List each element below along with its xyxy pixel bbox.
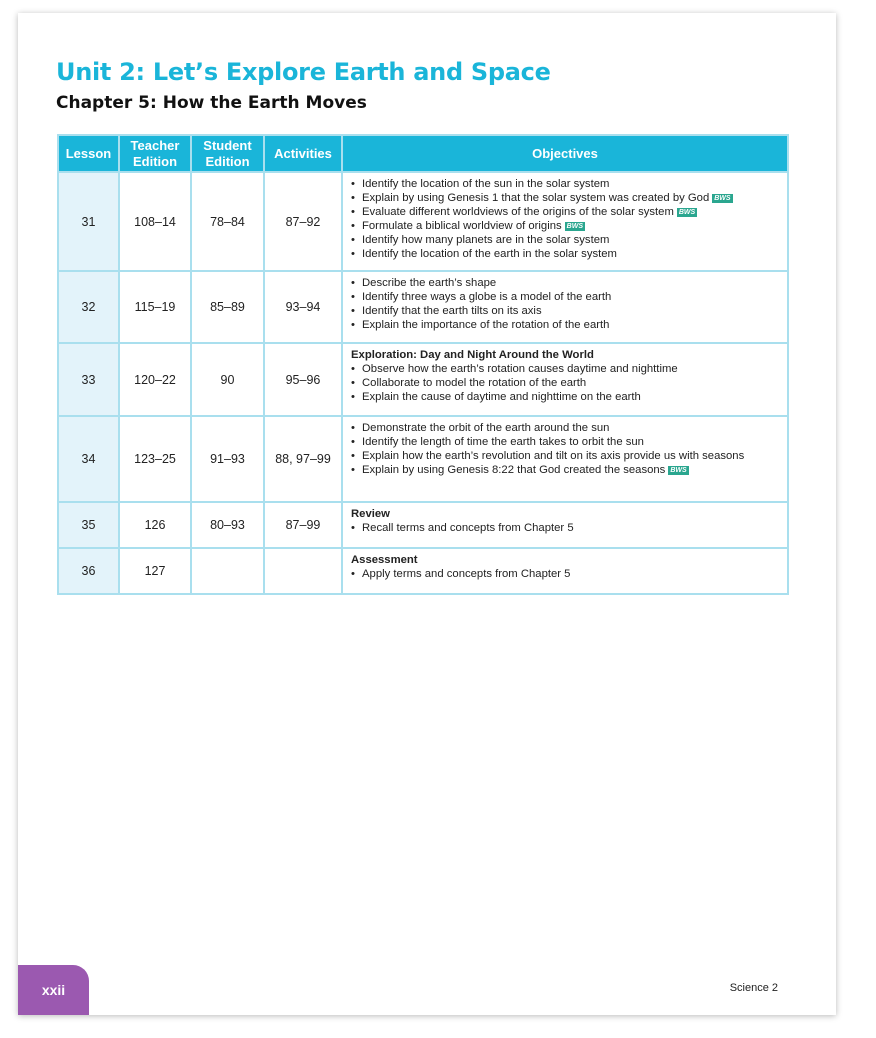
lesson-number-cell: 31 bbox=[58, 172, 119, 271]
student-edition-pages-cell: 78–84 bbox=[191, 172, 264, 271]
teacher-edition-pages-cell: 115–19 bbox=[119, 271, 191, 343]
objective-item bbox=[351, 319, 781, 333]
objective-item bbox=[351, 391, 781, 405]
objectives-heading: Exploration: Day and Night Around the World bbox=[351, 349, 594, 361]
objective-text: Explain by using Genesis 1 that the solar system was created by God bbox=[362, 191, 710, 204]
objective-text: Explain how the earth’s revolution and tilt on its axis provide us with seasons bbox=[362, 449, 745, 462]
document-page bbox=[18, 13, 836, 1015]
bws-badge: BWS bbox=[714, 194, 731, 202]
objectives-cell bbox=[342, 271, 788, 343]
objective-text: Demonstrate the orbit of the earth around the sun bbox=[362, 422, 610, 434]
table-row bbox=[58, 548, 788, 594]
unit-title: Unit 2: Let’s Explore Earth and Space bbox=[56, 58, 551, 86]
objectives-list bbox=[351, 277, 781, 333]
objective-item bbox=[351, 234, 781, 248]
objective-text: Explain the cause of daytime and nighttime on the earth bbox=[362, 390, 641, 403]
activities-pages-cell: 87–99 bbox=[264, 502, 342, 548]
objectives-cell bbox=[342, 416, 788, 502]
objective-text: Formulate a biblical worldview of origins bbox=[362, 219, 562, 232]
lesson-number-cell: 33 bbox=[58, 343, 119, 416]
table-row bbox=[58, 343, 788, 416]
student-edition-pages-cell: 90 bbox=[191, 343, 264, 416]
teacher-edition-pages-cell: 108–14 bbox=[119, 172, 191, 271]
objectives-list bbox=[351, 363, 781, 405]
teacher-edition-column-header: Teacher Edition bbox=[119, 135, 191, 172]
table-row bbox=[58, 502, 788, 548]
teacher-edition-pages-cell: 126 bbox=[119, 502, 191, 548]
lesson-column-header: Lesson bbox=[58, 135, 119, 172]
activities-pages-cell: 88, 97–99 bbox=[264, 416, 342, 502]
objective-item bbox=[351, 206, 781, 220]
objectives-cell bbox=[342, 502, 788, 548]
objectives-cell bbox=[342, 172, 788, 271]
chapter-title: Chapter 5: How the Earth Moves bbox=[56, 93, 367, 113]
activities-column-header: Activities bbox=[264, 135, 342, 172]
objective-text: Explain the importance of the rotation of the earth bbox=[362, 318, 610, 331]
objectives-heading: Review bbox=[351, 508, 390, 520]
objective-item bbox=[351, 450, 781, 464]
teacher-edition-pages-cell: 120–22 bbox=[119, 343, 191, 416]
table-row bbox=[58, 416, 788, 502]
student-edition-pages-cell: 80–93 bbox=[191, 502, 264, 548]
objective-text: Identify the location of the earth in the solar system bbox=[362, 247, 617, 260]
activities-pages-cell bbox=[264, 548, 342, 594]
objective-text: Collaborate to model the rotation of the earth bbox=[362, 376, 587, 389]
objectives-heading: Assessment bbox=[351, 554, 418, 566]
objectives-cell bbox=[342, 343, 788, 416]
objective-text: Identify how many planets are in the solar system bbox=[362, 233, 610, 246]
objective-item bbox=[351, 377, 781, 391]
objective-text: Observe how the earth’s rotation causes daytime and nighttime bbox=[362, 362, 678, 375]
page-number: xxii bbox=[41, 982, 66, 998]
objective-item bbox=[351, 568, 781, 582]
bws-badge: BWS bbox=[566, 222, 584, 230]
lesson-table bbox=[57, 134, 789, 595]
teacher-edition-pages-cell: 127 bbox=[119, 548, 191, 594]
objective-item bbox=[351, 305, 781, 319]
student-edition-column-header: Student Edition bbox=[191, 135, 264, 172]
lesson-number-cell: 36 bbox=[58, 548, 119, 594]
objective-text: Evaluate different worldviews of the origins of the solar system bbox=[362, 205, 674, 218]
objective-text: Identify that the earth tilts on its axis bbox=[362, 304, 542, 317]
table-row bbox=[58, 271, 788, 343]
objective-text: Explain by using Genesis 8:22 that God created the seasons bbox=[362, 463, 666, 476]
objective-text: Apply terms and concepts from Chapter 5 bbox=[362, 567, 571, 580]
lesson-number-cell: 35 bbox=[58, 502, 119, 548]
objective-text: Identify the location of the sun in the solar system bbox=[362, 178, 610, 190]
objective-item bbox=[351, 178, 781, 192]
lesson-number-cell: 34 bbox=[58, 416, 119, 502]
activities-pages-cell: 87–92 bbox=[264, 172, 342, 271]
objectives-column-header: Objectives bbox=[342, 135, 788, 172]
objectives-list bbox=[351, 568, 781, 582]
objective-item bbox=[351, 422, 781, 436]
teacher-edition-pages-cell: 123–25 bbox=[119, 416, 191, 502]
activities-pages-cell: 95–96 bbox=[264, 343, 342, 416]
objective-item bbox=[351, 192, 781, 206]
objective-text: Identify the length of time the earth takes to orbit the sun bbox=[362, 435, 644, 448]
student-edition-pages-cell: 91–93 bbox=[191, 416, 264, 502]
table-header-row bbox=[58, 135, 788, 172]
objectives-list bbox=[351, 422, 781, 478]
objective-item bbox=[351, 464, 781, 478]
bws-badge: BWS bbox=[678, 208, 696, 216]
objectives-cell bbox=[342, 548, 788, 594]
page-number-tab bbox=[18, 965, 89, 1015]
bws-badge: BWS bbox=[670, 466, 687, 474]
student-edition-pages-cell: 85–89 bbox=[191, 271, 264, 343]
objective-item bbox=[351, 291, 781, 305]
book-title-footer: Science 2 bbox=[729, 982, 778, 994]
objective-item bbox=[351, 436, 781, 450]
objective-item bbox=[351, 277, 781, 291]
table-row bbox=[58, 172, 788, 271]
objective-text: Describe the earth’s shape bbox=[362, 277, 497, 289]
objective-item bbox=[351, 363, 781, 377]
activities-pages-cell: 93–94 bbox=[264, 271, 342, 343]
objective-item bbox=[351, 248, 781, 262]
lesson-number-cell: 32 bbox=[58, 271, 119, 343]
student-edition-pages-cell bbox=[191, 548, 264, 594]
objectives-list bbox=[351, 522, 781, 536]
objective-text: Identify three ways a globe is a model of the earth bbox=[362, 290, 612, 303]
objective-text: Recall terms and concepts from Chapter 5 bbox=[362, 521, 574, 534]
objectives-list bbox=[351, 178, 781, 261]
objective-item bbox=[351, 522, 781, 536]
objective-item bbox=[351, 220, 781, 234]
